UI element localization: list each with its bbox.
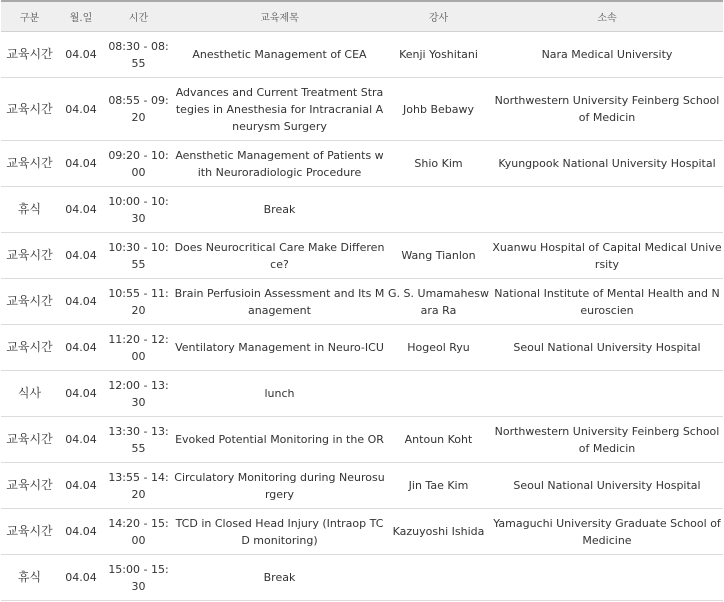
table-row bbox=[1, 509, 723, 555]
cell-time: 10:00 - 10:30 bbox=[104, 187, 173, 233]
table-row bbox=[1, 555, 723, 601]
cell-date: 04.04 bbox=[58, 463, 104, 509]
table-header bbox=[1, 1, 723, 32]
table-row bbox=[1, 32, 723, 78]
cell-category: 교육시간 bbox=[1, 325, 58, 371]
cell-time: 11:20 - 12:00 bbox=[104, 325, 173, 371]
header-time: 시간 bbox=[104, 1, 173, 32]
cell-time: 15:00 - 15:30 bbox=[104, 555, 173, 601]
cell-title: Evoked Potential Monitoring in the OR bbox=[173, 417, 386, 463]
header-speaker: 강사 bbox=[386, 1, 491, 32]
table-row bbox=[1, 187, 723, 233]
cell-title: Ventilatory Management in Neuro-ICU bbox=[173, 325, 386, 371]
cell-category: 교육시간 bbox=[1, 279, 58, 325]
cell-speaker: G. S. Umamaheswara Ra bbox=[386, 279, 491, 325]
cell-date: 04.04 bbox=[58, 325, 104, 371]
cell-category: 휴식 bbox=[1, 187, 58, 233]
header-row bbox=[1, 1, 723, 32]
cell-date: 04.04 bbox=[58, 279, 104, 325]
cell-category: 교육시간 bbox=[1, 78, 58, 141]
cell-time: 12:00 - 13:30 bbox=[104, 371, 173, 417]
cell-affiliation bbox=[491, 371, 723, 417]
table-row bbox=[1, 78, 723, 141]
cell-category: 교육시간 bbox=[1, 509, 58, 555]
table-row bbox=[1, 417, 723, 463]
cell-speaker: Johb Bebawy bbox=[386, 78, 491, 141]
cell-date: 04.04 bbox=[58, 417, 104, 463]
cell-date: 04.04 bbox=[58, 371, 104, 417]
cell-date: 04.04 bbox=[58, 78, 104, 141]
cell-speaker bbox=[386, 555, 491, 601]
cell-category: 식사 bbox=[1, 371, 58, 417]
cell-affiliation: Northwestern University Feinberg School of Medicin bbox=[491, 417, 723, 463]
table-row bbox=[1, 463, 723, 509]
cell-title: Break bbox=[173, 555, 386, 601]
cell-title: Break bbox=[173, 187, 386, 233]
cell-affiliation: Kyungpook National University Hospital bbox=[491, 141, 723, 187]
cell-title: TCD in Closed Head Injury (Intraop TCD monitoring) bbox=[173, 509, 386, 555]
cell-speaker: Kenji Yoshitani bbox=[386, 32, 491, 78]
cell-affiliation: National Institute of Mental Health and Neuroscien bbox=[491, 279, 723, 325]
cell-time: 10:30 - 10:55 bbox=[104, 233, 173, 279]
cell-title: Advances and Current Treatment Strategies in Anesthesia for Intracranial Aneurysm Surgery bbox=[173, 78, 386, 141]
cell-date: 04.04 bbox=[58, 32, 104, 78]
cell-speaker: Hogeol Ryu bbox=[386, 325, 491, 371]
header-title: 교육제목 bbox=[173, 1, 386, 32]
cell-date: 04.04 bbox=[58, 555, 104, 601]
cell-title: Aensthetic Management of Patients with Neuroradiologic Procedure bbox=[173, 141, 386, 187]
cell-title: lunch bbox=[173, 371, 386, 417]
cell-category: 교육시간 bbox=[1, 32, 58, 78]
cell-speaker bbox=[386, 187, 491, 233]
cell-speaker: Shio Kim bbox=[386, 141, 491, 187]
table-row bbox=[1, 233, 723, 279]
header-category: 구분 bbox=[1, 1, 58, 32]
header-date: 월.일 bbox=[58, 1, 104, 32]
cell-time: 09:20 - 10:00 bbox=[104, 141, 173, 187]
cell-speaker: Wang Tianlon bbox=[386, 233, 491, 279]
cell-speaker: Antoun Koht bbox=[386, 417, 491, 463]
cell-title: Circulatory Monitoring during Neurosurgery bbox=[173, 463, 386, 509]
cell-date: 04.04 bbox=[58, 233, 104, 279]
cell-affiliation: Nara Medical University bbox=[491, 32, 723, 78]
cell-affiliation: Seoul National University Hospital bbox=[491, 463, 723, 509]
cell-affiliation: Xuanwu Hospital of Capital Medical University bbox=[491, 233, 723, 279]
cell-time: 10:55 - 11:20 bbox=[104, 279, 173, 325]
cell-time: 14:20 - 15:00 bbox=[104, 509, 173, 555]
cell-affiliation bbox=[491, 187, 723, 233]
cell-date: 04.04 bbox=[58, 187, 104, 233]
cell-affiliation: Yamaguchi University Graduate School of Medicine bbox=[491, 509, 723, 555]
cell-date: 04.04 bbox=[58, 509, 104, 555]
cell-time: 13:55 - 14:20 bbox=[104, 463, 173, 509]
cell-date: 04.04 bbox=[58, 141, 104, 187]
cell-category: 교육시간 bbox=[1, 233, 58, 279]
cell-affiliation: Northwestern University Feinberg School of Medicin bbox=[491, 78, 723, 141]
cell-affiliation bbox=[491, 555, 723, 601]
table-body bbox=[1, 32, 723, 601]
cell-category: 휴식 bbox=[1, 555, 58, 601]
table-row bbox=[1, 279, 723, 325]
cell-time: 08:55 - 09:20 bbox=[104, 78, 173, 141]
cell-category: 교육시간 bbox=[1, 417, 58, 463]
cell-speaker: Jin Tae Kim bbox=[386, 463, 491, 509]
table-row bbox=[1, 141, 723, 187]
schedule-table bbox=[1, 0, 723, 601]
header-affiliation: 소속 bbox=[491, 1, 723, 32]
cell-time: 08:30 - 08:55 bbox=[104, 32, 173, 78]
cell-speaker bbox=[386, 371, 491, 417]
cell-title: Anesthetic Management of CEA bbox=[173, 32, 386, 78]
cell-affiliation: Seoul National University Hospital bbox=[491, 325, 723, 371]
cell-category: 교육시간 bbox=[1, 141, 58, 187]
cell-title: Brain Perfusioin Assessment and Its Management bbox=[173, 279, 386, 325]
cell-speaker: Kazuyoshi Ishida bbox=[386, 509, 491, 555]
table-row bbox=[1, 371, 723, 417]
cell-time: 13:30 - 13:55 bbox=[104, 417, 173, 463]
cell-category: 교육시간 bbox=[1, 463, 58, 509]
table-row bbox=[1, 325, 723, 371]
cell-title: Does Neurocritical Care Make Difference? bbox=[173, 233, 386, 279]
